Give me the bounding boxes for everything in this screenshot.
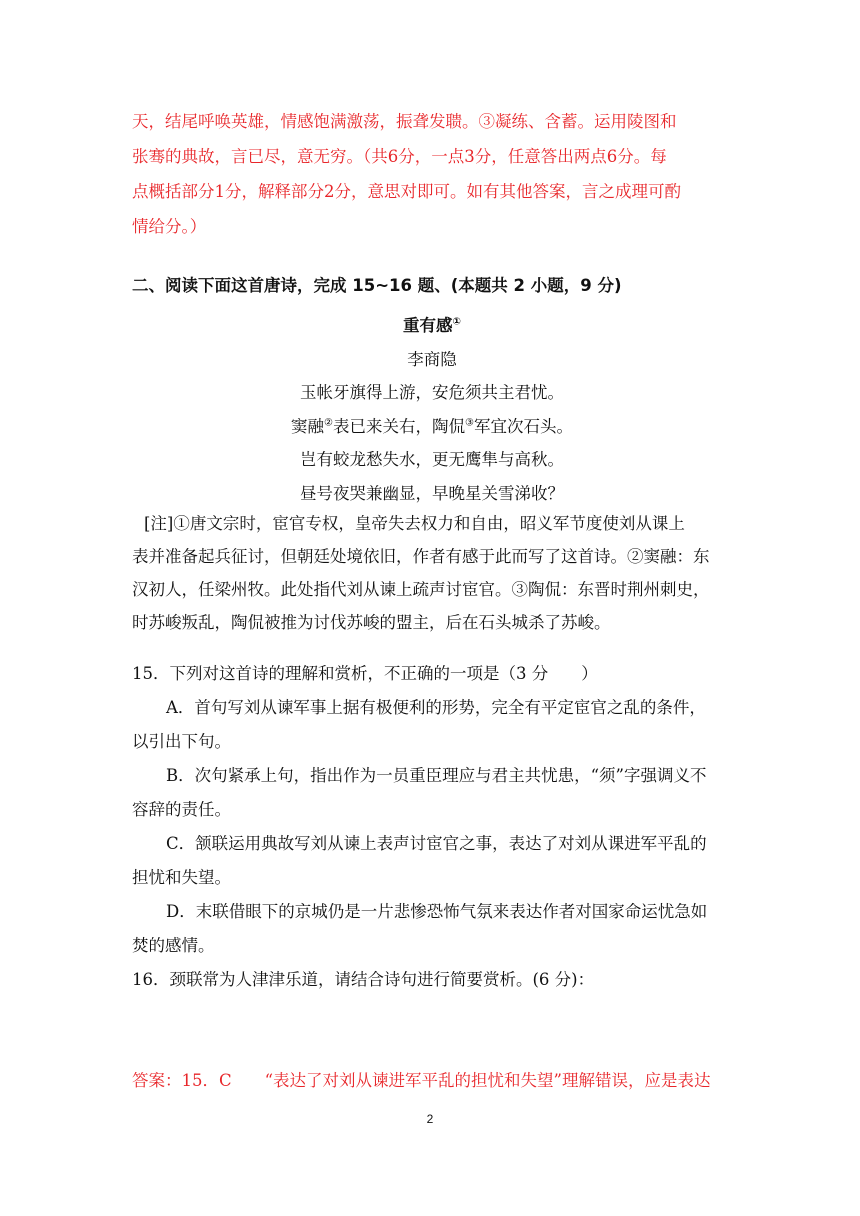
option-b: B．次句紧承上句，指出作为一员重臣理应与君主共忧患，“须”字强调义不 — [166, 766, 707, 785]
footnote-marker: ② — [324, 417, 333, 429]
note-line: [注]①唐文宗时，宦官专权，皇帝失去权力和自由，昭义军节度使刘从课上 — [144, 514, 685, 533]
poem-line-3: 岂有蛟龙愁失水，更无鹰隼与高秋。 — [300, 450, 564, 469]
section-heading: 二、阅读下面这首唐诗，完成 15~16 题、(本题共 2 小题，9 分) — [132, 276, 622, 295]
question-15 — [132, 657, 732, 997]
question-stem: 15．下列对这首诗的理解和赏析，不正确的一项是（3 分 ） — [132, 664, 598, 683]
poem-line-4: 昼号夜哭兼幽显，早晚星关雪涕收？ — [300, 484, 564, 503]
option-a: A．首句写刘从谏军事上据有极便利的形势，完全有平定宦官之乱的条件， — [166, 698, 706, 717]
poem-text: 军宜次石头。 — [473, 417, 573, 436]
poem-text: 窦融 — [291, 417, 325, 436]
option-d-cont: 焚的感情。 — [132, 936, 215, 955]
page-number: 2 — [426, 1112, 434, 1126]
poem-line-2 — [132, 413, 732, 437]
option-c: C．颔联运用典故写刘从谏上表声讨宦官之事，表达了对刘从课进军平乱的 — [166, 834, 707, 853]
option-a-cont: 以引出下句。 — [132, 732, 231, 751]
option-d: D．末联借眼下的京城仍是一片悲惨恐怖气氛来表达作者对国家命运忧急如 — [166, 902, 708, 921]
poem-notes — [132, 507, 732, 639]
answer-line: 情给分。） — [132, 217, 207, 236]
note-line: 表并准备起兵征讨，但朝廷处境依旧，作者有感于此而写了这首诗。②窦融：东 — [132, 547, 710, 566]
poem-text: 表已来关右，陶侃 — [333, 417, 465, 436]
option-b-cont: 容辞的责任。 — [132, 800, 231, 819]
poem-line-1: 玉帐牙旗得上游，安危须共主君忧。 — [300, 383, 564, 402]
option-c-cont: 担忧和失望。 — [132, 868, 231, 887]
poem-title-text: 重有感 — [403, 316, 453, 335]
answer-15: 答案：15．C “表达了对刘从谏进军平乱的担忧和失望”理解错误，应是表达 — [132, 1071, 711, 1090]
footnote-marker: ① — [452, 316, 461, 328]
answer-line: 天，结尾呼唤英雄，情感饱满激荡，振聋发聩。③凝练、含蓄。运用陵图和 — [132, 112, 677, 131]
question-16-stem: 16．颈联常为人津津乐道，请结合诗句进行简要赏析。(6 分)： — [132, 970, 595, 989]
answer-line: 点概括部分1分，解释部分2分，意思对即可。如有其他答案，言之成理可酌 — [132, 182, 681, 201]
note-line: 时苏峻叛乱，陶侃被推为讨伐苏峻的盟主，后在石头城杀了苏峻。 — [132, 613, 611, 632]
answer-line: 张骞的典故，言已尽，意无穷。（共6分，一点3分，任意答出两点6分。每 — [132, 147, 667, 166]
note-line: 汉初人，任梁州牧。此处指代刘从谏上疏声讨宦官。③陶侃：东晋时荆州刺史， — [132, 580, 710, 599]
footnote-marker: ③ — [465, 417, 474, 429]
poem-author: 李商隐 — [407, 350, 457, 369]
poem-title — [132, 312, 732, 336]
answer-continuation — [132, 104, 732, 244]
